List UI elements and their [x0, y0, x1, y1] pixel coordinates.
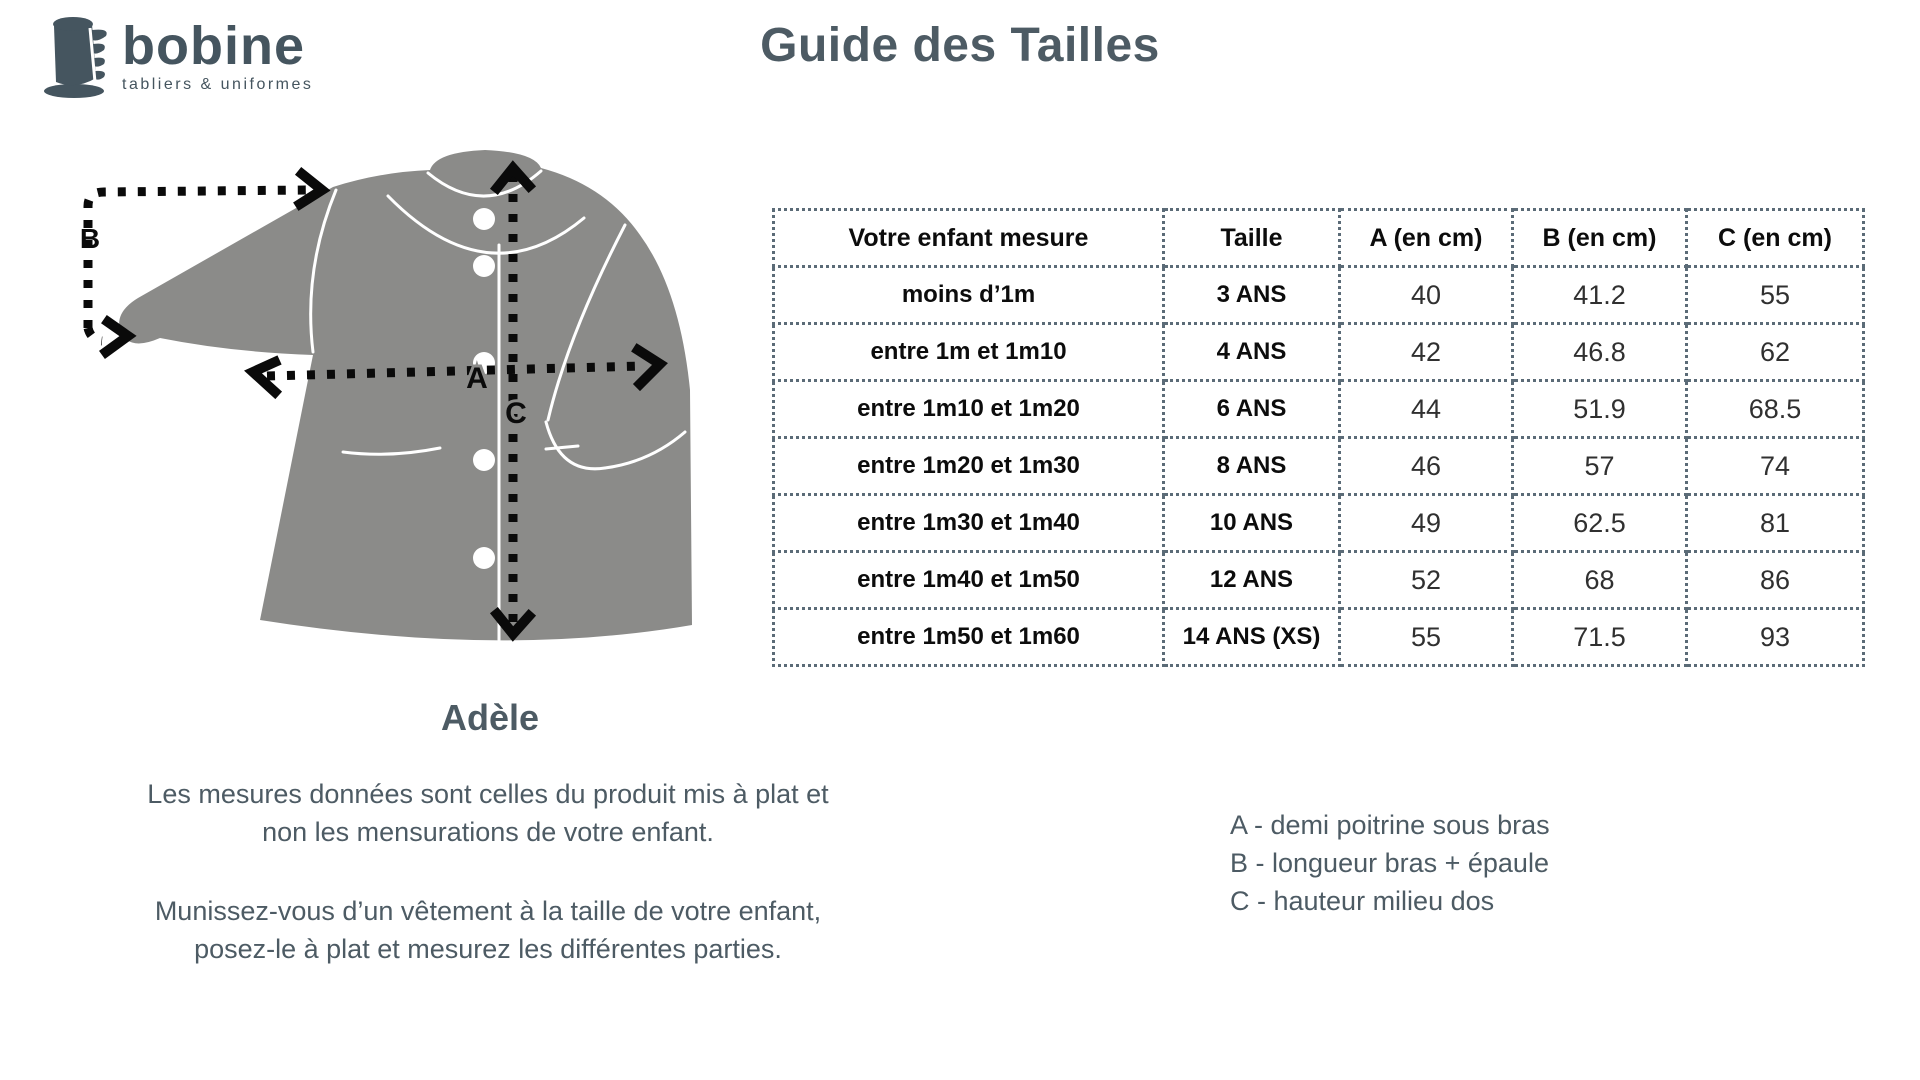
size-table-cell: 41.2 — [1513, 267, 1687, 324]
brand-tagline: tabliers & uniformes — [122, 76, 314, 93]
size-table-head — [774, 210, 1864, 267]
brand-name: bobine — [122, 16, 305, 76]
measure-b-corner — [88, 328, 102, 341]
size-table-header-cell: Votre enfant mesure — [774, 210, 1164, 267]
measurement-notes — [68, 775, 908, 968]
smock-illustration — [119, 150, 692, 640]
note-line: Les mesures données sont celles du produit mis à plat et — [147, 779, 829, 809]
size-table-cell: 81 — [1687, 495, 1864, 552]
measurement-legend — [1230, 806, 1550, 920]
size-table-row — [774, 495, 1864, 552]
size-table-cell: 51.9 — [1513, 381, 1687, 438]
size-table-cell: 42 — [1340, 324, 1513, 381]
note-line: non les mensurations de votre enfant. — [262, 817, 714, 847]
size-table-header-cell: C (en cm) — [1687, 210, 1864, 267]
size-table-cell: 57 — [1513, 438, 1687, 495]
size-table-cell: 40 — [1340, 267, 1513, 324]
size-table-cell: entre 1m20 et 1m30 — [774, 438, 1164, 495]
size-table-cell: 93 — [1687, 609, 1864, 666]
size-table-cell: 14 ANS (XS) — [1164, 609, 1340, 666]
size-table-cell: 12 ANS — [1164, 552, 1340, 609]
size-table-row — [774, 438, 1864, 495]
label-a: A — [466, 362, 488, 395]
size-table-container — [772, 208, 1862, 667]
size-table-header-cell: A (en cm) — [1340, 210, 1513, 267]
label-c: C — [505, 397, 527, 430]
size-table-cell: 46.8 — [1513, 324, 1687, 381]
legend-item: C - hauteur milieu dos — [1230, 886, 1495, 916]
note-line: posez-le à plat et mesurez les différentes parties. — [194, 934, 782, 964]
size-table-header-cell: Taille — [1164, 210, 1340, 267]
size-table-body — [774, 267, 1864, 666]
size-table-cell: 49 — [1340, 495, 1513, 552]
size-table-cell: 68 — [1513, 552, 1687, 609]
size-table-cell: 62.5 — [1513, 495, 1687, 552]
size-table-cell: 71.5 — [1513, 609, 1687, 666]
size-table-cell: 55 — [1687, 267, 1864, 324]
size-table-cell: 4 ANS — [1164, 324, 1340, 381]
product-name: Adèle — [440, 697, 540, 738]
size-table-cell: 3 ANS — [1164, 267, 1340, 324]
size-table-cell: 74 — [1687, 438, 1864, 495]
legend-item: B - longueur bras + épaule — [1230, 848, 1549, 878]
size-table-cell: 44 — [1340, 381, 1513, 438]
size-table-cell: 86 — [1687, 552, 1864, 609]
size-table-cell: 62 — [1687, 324, 1864, 381]
size-table-cell: entre 1m40 et 1m50 — [774, 552, 1164, 609]
size-table-row — [774, 552, 1864, 609]
size-table-cell: entre 1m10 et 1m20 — [774, 381, 1164, 438]
size-table-cell: 46 — [1340, 438, 1513, 495]
size-table-row — [774, 609, 1864, 666]
size-table-cell: 10 ANS — [1164, 495, 1340, 552]
size-table-row — [774, 267, 1864, 324]
page-title: Guide des Tailles — [760, 19, 1160, 72]
size-table-cell: 55 — [1340, 609, 1513, 666]
size-table-header-cell: B (en cm) — [1513, 210, 1687, 267]
size-table-cell: 68.5 — [1687, 381, 1864, 438]
legend-item: A - demi poitrine sous bras — [1230, 810, 1550, 840]
size-table-cell: entre 1m et 1m10 — [774, 324, 1164, 381]
size-table-cell: 52 — [1340, 552, 1513, 609]
garment-diagram — [60, 140, 700, 660]
size-table-cell: entre 1m50 et 1m60 — [774, 609, 1164, 666]
size-table-row — [774, 324, 1864, 381]
size-table-cell: 8 ANS — [1164, 438, 1340, 495]
note-line: Munissez-vous d’un vêtement à la taille de votre enfant, — [154, 896, 822, 926]
size-table-cell: 6 ANS — [1164, 381, 1340, 438]
size-table-cell: moins d’1m — [774, 267, 1164, 324]
label-b: B — [79, 223, 101, 254]
size-table — [772, 208, 1865, 667]
size-table-cell: entre 1m30 et 1m40 — [774, 495, 1164, 552]
size-table-row — [774, 381, 1864, 438]
